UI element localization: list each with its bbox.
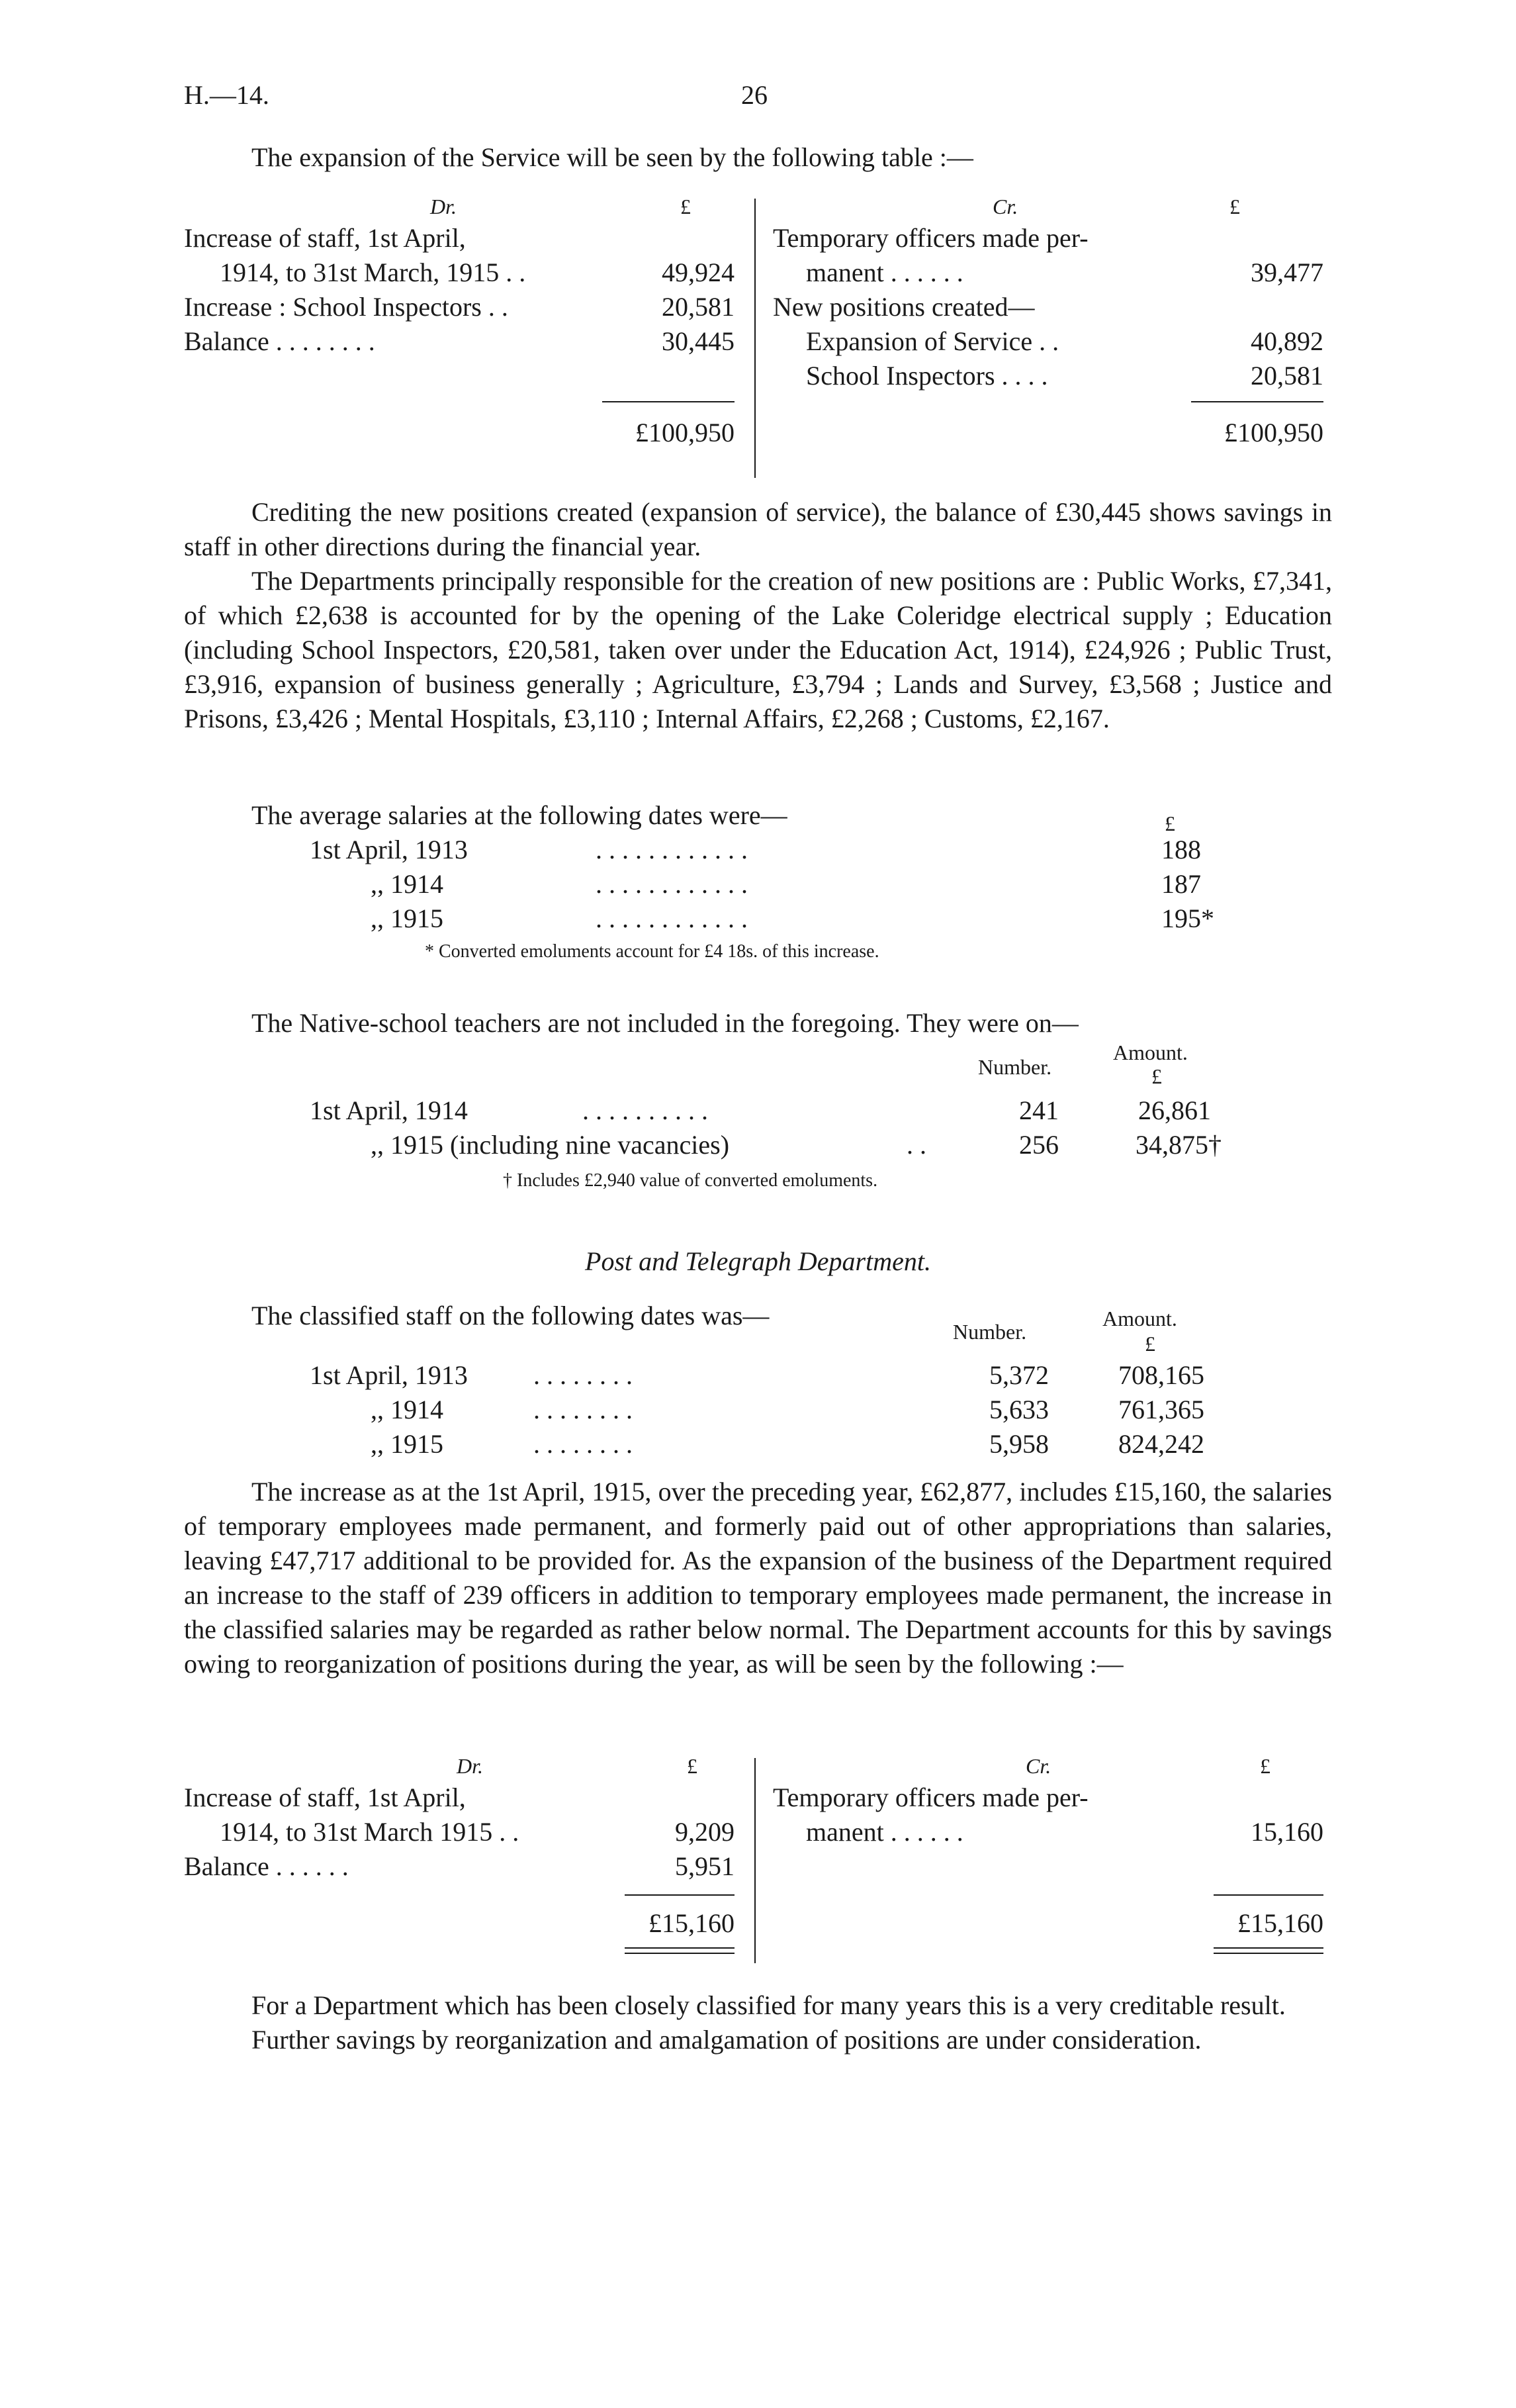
avg-row-value: 188 — [1161, 835, 1201, 864]
footnote: * Converted emoluments account for £4 18s. of this increase. — [425, 941, 879, 962]
dr-row-label: Increase of staff, 1st April, — [184, 1783, 466, 1812]
leader-dots: . . . . . . . . — [533, 1395, 633, 1424]
double-rule — [625, 1953, 735, 1954]
cr-row-amount: 20,581 — [1251, 361, 1323, 391]
cr-label: Cr. — [993, 195, 1018, 218]
cr-row-amount: 39,477 — [1251, 257, 1323, 287]
col-amount-label: Amount. — [1102, 1307, 1177, 1330]
paragraph: For a Department which has been closely classified for many years this is a very creditable result. — [251, 1990, 1286, 2020]
native-row-date: 1st April, 1914 — [310, 1095, 468, 1125]
currency-label: £ — [687, 1754, 697, 1778]
double-rule — [1214, 1947, 1323, 1949]
pt-row-amount: 708,165 — [1118, 1360, 1204, 1390]
dr-total: £15,160 — [648, 1908, 735, 1938]
cr-row-label: New positions created— — [773, 292, 1035, 322]
pt-row-number: 5,958 — [989, 1429, 1049, 1459]
dr-row-label: Increase of staff, 1st April, — [184, 223, 466, 253]
cr-row-label: manent . . . . . . — [806, 257, 963, 287]
currency-label: £ — [680, 195, 691, 218]
pt-row-date: 1st April, 1913 — [310, 1360, 468, 1390]
cr-row-label: Temporary officers made per- — [773, 1783, 1089, 1812]
cr-total: £100,950 — [1224, 418, 1323, 447]
cr-row-label: manent . . . . . . — [806, 1817, 963, 1847]
leader-dots: . . . . . . . . — [533, 1360, 633, 1390]
pt-intro: The classified staff on the following dates was— — [251, 1301, 770, 1330]
currency-label: £ — [1145, 1332, 1155, 1356]
cr-row-label: Expansion of Service . . — [806, 326, 1059, 356]
rule — [625, 1894, 735, 1896]
avg-row-date: 1st April, 1913 — [310, 835, 468, 864]
body-paragraphs — [184, 1475, 1332, 1681]
avg-row-date: ,, 1915 — [371, 903, 443, 933]
dr-row-label: 1914, to 31st March, 1915 . . — [220, 257, 526, 287]
native-row-number: 256 — [1019, 1130, 1059, 1160]
body-paragraphs — [184, 495, 1332, 736]
cr-row-label: School Inspectors . . . . — [806, 361, 1048, 391]
currency-label: £ — [1151, 1064, 1162, 1088]
dr-row-amount: 20,581 — [662, 292, 735, 322]
dr-row-amount: 30,445 — [662, 326, 735, 356]
dr-row-label: Increase : School Inspectors . . — [184, 292, 508, 322]
paragraph: The Departments principally responsible for the creation of new positions are : Public Works, £7,341, of which £2,638 is accounted for by the opening of the Lake Coleridge electrical supply ; Education (including School Inspectors, £20,581, taken over under the Education Act, 1914), £24,926 ; Public Trust, £3,916, expansion of business generally ; Agriculture, £3,794 ; Lands and Survey, £3,568 ; Justice and Prisons, £3,426 ; Mental Hospitals, £3,110 ; Internal Affairs, £2,268 ; Customs, £2,167. — [184, 566, 1332, 733]
pt-row-amount: 761,365 — [1118, 1395, 1204, 1424]
double-rule — [625, 1947, 735, 1949]
dr-row-label: 1914, to 31st March 1915 . . — [220, 1817, 519, 1847]
dr-row-label: Balance . . . . . . — [184, 1851, 349, 1881]
native-intro: The Native-school teachers are not included in the foregoing. They were on— — [251, 1008, 1079, 1038]
dr-row-amount: 9,209 — [675, 1817, 735, 1847]
dr-row-amount: 5,951 — [675, 1851, 735, 1881]
section-heading: Post and Telegraph Department. — [585, 1246, 931, 1276]
pt-row-amount: 824,242 — [1118, 1429, 1204, 1459]
avg-row-value: 195* — [1161, 903, 1214, 933]
rule — [1214, 1894, 1323, 1896]
currency-label: £ — [1260, 1754, 1271, 1778]
col-number-label: Number. — [978, 1055, 1052, 1079]
currency-label: £ — [1165, 811, 1175, 835]
dr-label: Dr. — [430, 195, 457, 218]
cr-label: Cr. — [1026, 1754, 1051, 1778]
col-amount-label: Amount. — [1113, 1041, 1188, 1064]
pt-row-date: ,, 1914 — [371, 1395, 443, 1424]
leader-dots: . . . . . . . . . . . . — [596, 869, 748, 899]
avg-salaries-intro: The average salaries at the following dates were— — [251, 800, 787, 830]
leader-dots: . . . . . . . . — [533, 1429, 633, 1459]
body-paragraphs — [184, 1988, 1332, 2057]
rule — [1191, 401, 1323, 402]
dr-label: Dr. — [457, 1754, 484, 1778]
col-number-label: Number. — [953, 1320, 1027, 1344]
pt-row-number: 5,372 — [989, 1360, 1049, 1390]
cr-row-amount: 15,160 — [1251, 1817, 1323, 1847]
currency-label: £ — [1229, 195, 1240, 218]
avg-row-value: 187 — [1161, 869, 1201, 899]
native-row-date: ,, 1915 (including nine vacancies) — [371, 1130, 730, 1160]
cr-row-amount: 40,892 — [1251, 326, 1323, 356]
leader-dots: . . . . . . . . . . — [582, 1095, 708, 1125]
report-code: H.—14. — [184, 80, 269, 110]
column-divider — [754, 199, 756, 478]
dr-total: £100,950 — [635, 418, 735, 447]
native-row-number: 241 — [1019, 1095, 1059, 1125]
double-rule — [1214, 1953, 1323, 1954]
paragraph: Crediting the new positions created (expansion of service), the balance of £30,445 shows savings in staff in other directions during the financial year. — [184, 497, 1332, 561]
footnote: † Includes £2,940 value of converted emoluments. — [503, 1170, 878, 1191]
cr-row-label: Temporary officers made per- — [773, 223, 1089, 253]
leader-dots: . . . . . . . . . . . . — [596, 835, 748, 864]
paragraph: Further savings by reorganization and amalgamation of positions are under consideration. — [251, 2025, 1202, 2055]
native-row-amount: 34,875† — [1136, 1130, 1222, 1160]
paragraph: The increase as at the 1st April, 1915, over the preceding year, £62,877, includes £15,160, the salaries of temporary employees made permanent, and formerly paid out of other appropriations than salaries, leaving £47,717 additional to be provided for. As the expansion of the business of the Department required an increase to the staff of 239 officers in addition to temporary employees made permanent, the increase in the classified salaries may be regarded as rather below normal. The Department accounts for this by savings owing to reorganization of positions during the year, as will be seen by the following :— — [184, 1477, 1332, 1679]
column-divider — [754, 1758, 756, 1963]
rule — [602, 401, 735, 402]
dr-row-label: Balance . . . . . . . . — [184, 326, 375, 356]
avg-row-date: ,, 1914 — [371, 869, 443, 899]
pt-row-number: 5,633 — [989, 1395, 1049, 1424]
cr-total: £15,160 — [1237, 1908, 1323, 1938]
intro-sentence: The expansion of the Service will be seen by the following table :— — [251, 142, 973, 172]
native-row-amount: 26,861 — [1138, 1095, 1211, 1125]
dr-row-amount: 49,924 — [662, 257, 735, 287]
pt-row-date: ,, 1915 — [371, 1429, 443, 1459]
page-number: 26 — [741, 80, 768, 110]
leader-dots: . . — [907, 1130, 926, 1160]
leader-dots: . . . . . . . . . . . . — [596, 903, 748, 933]
